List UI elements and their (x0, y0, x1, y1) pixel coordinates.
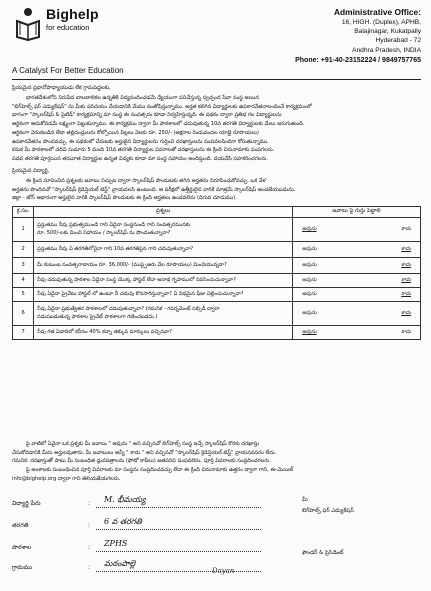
paragraph-line: info@bighelp.org ద్వారా గాని తెలియజేయగలరు. (12, 475, 121, 482)
answer-cell[interactable] (293, 258, 421, 274)
fill-line (96, 571, 261, 572)
paragraph-line: గమనిక: దరఖాస్తుతో పాటు మీ సంబంధిత ధ్రువపత్రాలను (ఫోటో కాపీలు) జతపరిచి పంపవలెను. పూర్తి వివరాలకు సంప్రదించగలరు. (12, 458, 271, 465)
col-header-question: ప్రశ్నలు (34, 207, 293, 218)
paragraph-line: చేసుకోవడానికి మీరు అర్హులవుతారు. మీ జవాబులు అన్నీ " కాదు " అని వచ్చినచో "స్కాలర్‌షిప్ క్రెడెన్షియల్ టెస్ట్" వ్రాయనవసరం లేదు. (12, 449, 277, 456)
answer-yes[interactable]: అవును (302, 276, 317, 283)
answer-yes[interactable]: అవును (302, 328, 317, 335)
colon-separator: : (88, 544, 91, 551)
question-text: రూ. 500/-లకు మించి సహాయం / స్కాలర్‌షిప్ ను పొందుతున్నావా? (37, 229, 171, 236)
fill-line (96, 551, 261, 552)
table-row (13, 242, 421, 258)
student-name-label: విద్యార్థి పేరు (12, 500, 41, 507)
answer-yes[interactable]: అవును (302, 225, 317, 232)
office-title: Administrative Office: (333, 7, 421, 17)
paragraph-line: ఉపకారవేతనం పొందవచ్చు. ఈ పథకంలో చేరుటకు అర్హులైన విద్యార్థులను గుర్తించి దరఖాస్తులను పంపవలసిందిగా కోరుతున్నాము. (12, 138, 269, 145)
paragraph-line: కనుక మీ పాఠశాలలో చదివి సుమారు 5 మంది 10వ తరగతి విద్యార్థుల వివరాలతో దరఖాస్తులను ఈ క్రింది చిరునామాకు పంపగలరు. (12, 147, 275, 154)
row-number: 3 (13, 258, 34, 274)
office-phone: Phone: +91-40-23152224 / 9849757765 (295, 56, 421, 64)
paragraph-line: భారతదేశంలోని నిరుపేద బాలబాలికల ఉన్నతికి విద్యనందించడమే ధ్యేయంగా పనిచేస్తున్న స్వచ్ఛంద సేవా సంస్థ అయిన (26, 95, 259, 101)
paragraph-line: జిల్లా - జోన్ ఆధారంగా అర్హులైన వారికి స్కాలర్‌షిప్ పొందుటకు ఈ క్రింది అర్హతలు ఉండవలెను (దిగువ చూడుము). (12, 195, 237, 202)
eligibility-table (12, 206, 421, 340)
table-header-row (13, 207, 421, 218)
question-text: ప్రస్తుతము నీవు ప్రభుత్వముండి గాని ఏదైనా సంస్థనుండి గాని సంవత్సరమునకు (37, 222, 191, 229)
row-number: 1 (13, 218, 34, 242)
question-text: నడుపబడుతున్న పాఠశాల ప్రైవేట్ పాఠశాలగా గణించబడదు.) (37, 313, 158, 320)
answer-no[interactable]: కాదు (401, 261, 411, 268)
table-row (13, 288, 421, 302)
class-label: తరగతి (12, 522, 29, 529)
question-cell (34, 302, 293, 326)
answer-no[interactable]: కాదు (401, 309, 411, 316)
header-divider (12, 79, 421, 80)
paragraph-line: ఆర్థికంగా వెనుకబడిన లేదా తల్లిదండ్రులను కోల్పోయిన పిల్లలు నెలకు రూ. 250/- (అక్షరాల రెండువందల యాభై రూపాయలు) (12, 129, 259, 136)
answer-cell[interactable] (293, 302, 421, 326)
question-text: నీవు ఏదైనా ప్రైవేటు హాస్టల్ లో ఉంటూ నీ చదువు కొనసాగిస్తున్నావా? ఏ విధమైన ఫీజు చెల్లించుచున్నావా? (37, 290, 244, 297)
office-line: Balajinagar, Kukatpally (354, 28, 421, 36)
answer-cell[interactable] (293, 218, 421, 242)
brand-name: Bighelp (46, 6, 99, 22)
col-header-answer: జవాబు పై గుర్తు పెట్టాలి (293, 207, 421, 218)
colon-separator: : (88, 500, 91, 507)
answer-cell[interactable] (293, 274, 421, 288)
paragraph-line: ఆర్థికంగా ఆదుకోవడమే లక్ష్యంగా పెట్టుకున్నాము. ఈ కార్యక్రమం ద్వారా మీ పాఠశాలలో చదువుతున్న 10వ తరగతి విద్యార్థులకు మేలు జరుగుతుంది. (12, 121, 305, 128)
dear-student: ప్రియమైన విద్యార్థి, (12, 168, 50, 174)
question-cell (34, 274, 293, 288)
org-signature: బిగ్‌హెల్ప్ ఫర్ ఎడ్యుకేషన్ (302, 508, 354, 514)
answer-no[interactable]: కాదు (401, 328, 411, 335)
row-number: 4 (13, 274, 34, 288)
question-cell (34, 326, 293, 340)
answer-cell[interactable] (293, 326, 421, 340)
question-text: నీవు చదువుతున్న పాఠశాల ఏదైనా సంస్థ యొక్క హాస్టల్ లేదా అనాథ గృహములో నివసించుచున్నావా? (37, 276, 236, 283)
row-number: 6 (13, 302, 34, 326)
fill-line (96, 529, 261, 530)
row-number: 7 (13, 326, 34, 340)
fill-line (96, 507, 261, 508)
office-line: Hyderabad - 72 (375, 37, 421, 45)
table-row (13, 274, 421, 288)
row-number: 5 (13, 288, 34, 302)
answer-no[interactable]: కాదు (401, 276, 411, 283)
answer-yes[interactable]: అవును (302, 290, 317, 297)
answer-yes[interactable]: అవును (302, 245, 317, 252)
brand-subtitle: for education (46, 23, 90, 32)
col-header-serial: క్ర.సం. (13, 207, 34, 218)
village-label: గ్రామము (12, 564, 33, 571)
office-address (236, 6, 421, 65)
school-value[interactable]: ZPHS (104, 539, 128, 548)
table-row (13, 326, 421, 340)
question-cell (34, 258, 293, 274)
answer-no[interactable]: కాదు (401, 290, 411, 297)
handwritten-scribble: Dayan (212, 567, 235, 575)
founder-title: ఫౌండర్ & ప్రెసిడెంట్ (302, 550, 344, 556)
answer-yes[interactable]: అవును (302, 309, 317, 316)
office-line: Andhra Pradesh, INDIA (352, 46, 421, 54)
paragraph-line: పై వాటిలో ఏవైనా ఒక ప్రశ్నకు మీ జవాబు " అవును " అని వచ్చినచో బిగ్‌హెల్ప్ సంస్థ ఇచ్చే స్కాలర్‌షిప్ కొరకు దరఖాస్తు (26, 441, 260, 447)
student-name-value[interactable]: M. భీమయ్య (104, 495, 146, 504)
bighelp-logo-icon (14, 7, 42, 41)
answer-cell[interactable] (293, 242, 421, 258)
answer-cell[interactable] (293, 288, 421, 302)
table-row (13, 218, 421, 242)
instructions-paragraph (12, 440, 421, 484)
paragraph-line: అర్హతను పొందినచో "స్కాలర్‌షిప్ క్రెడెన్షియల్ టెస్ట్" వ్రాయవలసి ఉంటుంది. ఆ పరీక్షలో ఉత్తీర్ణులైన వారికి మాత్రమే స్కాలర్‌షిప్ అందజేయబడును. (12, 186, 296, 193)
salutation: ప్రియమైన ప్రధానోపాధ్యాయుడు లేక గ్రామపెద్దలకు, (12, 85, 111, 91)
village-value[interactable]: మఠంపాల్లె (104, 559, 136, 568)
question-text: ప్రస్తుతము నీవు ఏ తరగతిలోనైనా గాని 10వ తరగతిపైన గాని చదువుతున్నావా? (37, 245, 194, 252)
paragraph-line: భాగంగా "స్కాలర్‌షిప్ & పైటిడ్" కార్యక్రమాన్ని మా సంస్థ ఈ సంవత్సరం కూడా నిర్వహిస్తున్నది. ఈ పథకం ద్వారా ప్రతిభ గల విద్యార్థులను (12, 112, 282, 119)
answer-yes[interactable]: అవును (302, 261, 317, 268)
paragraph-line: పై అంశాలకు సంబంధించిన పూర్తి వివరాలకు మా సంస్థను సంప్రదించవచ్చు లేదా ఈ క్రింది చిరునామాకు ఉత్తరం ద్వారా గాని, ఈ-మెయిల్ (26, 467, 294, 474)
question-text: నీవు ఏదైనా ప్రభుత్వేతర పాఠశాలలో చదువుతున్నావా? (గమనిక - గవర్నమెంట్ సబ్సిడీ ద్వారా (37, 306, 220, 313)
question-cell (34, 218, 293, 242)
paragraph-line: ఈ క్రింద సూచించిన ప్రశ్నలకు జవాబు నిచ్చుట ద్వారా స్కాలర్‌షిప్ పొందుటకు తగిన అర్హతను నిరూపించుకోవచ్చు. ఒక వేళ (26, 178, 266, 184)
paragraph-line: "బిగ్‌హెల్ప్ ఫర్ ఎడ్యుకేషన్" ను మీకు పరిచయం చేయడానికి మేము సంతోషిస్తున్నాము. అర్హత కలిగిన విద్యార్థులకు ఉపకారవేతనాలందించే కార్యక్రమంలో (12, 103, 312, 110)
office-line: 16, HIGH. (Duplex), APHB, (341, 19, 421, 26)
question-text: మీ కుటుంబ సంవత్సరాదాయం రూ. 36,000/- (ముప్పైఆరు వేల రూపాయలు) మించియున్నదా? (37, 261, 227, 268)
question-text: నీవు గత ఏడాదిలో కనీసం 40% కన్నా తక్కువ మార్కులు వచ్చినవా? (37, 328, 172, 335)
question-cell (34, 288, 293, 302)
answer-no[interactable]: కాదు (401, 225, 411, 232)
answer-no[interactable]: కాదు (401, 245, 411, 252)
question-cell (34, 242, 293, 258)
paragraph-line: పదవ తరగతి పూర్తయిన తరువాత విద్యార్థుల ఉన్నత విద్యకు కూడా మా సంస్థ సహాయం అందిస్తుంది. దయచేసి సహకరించగలరు. (12, 155, 268, 162)
table-row (13, 302, 421, 326)
colon-separator: : (88, 522, 91, 529)
school-label: పాఠశాల (12, 544, 32, 551)
student-paragraph (12, 177, 421, 203)
row-number: 2 (13, 242, 34, 258)
tagline: A Catalyst For Better Education (12, 66, 124, 75)
class-value[interactable]: 6 వ తరగతి (104, 517, 142, 526)
regards: మీ (302, 497, 308, 503)
table-row (13, 258, 421, 274)
intro-paragraph (12, 94, 421, 164)
colon-separator: : (88, 564, 91, 571)
